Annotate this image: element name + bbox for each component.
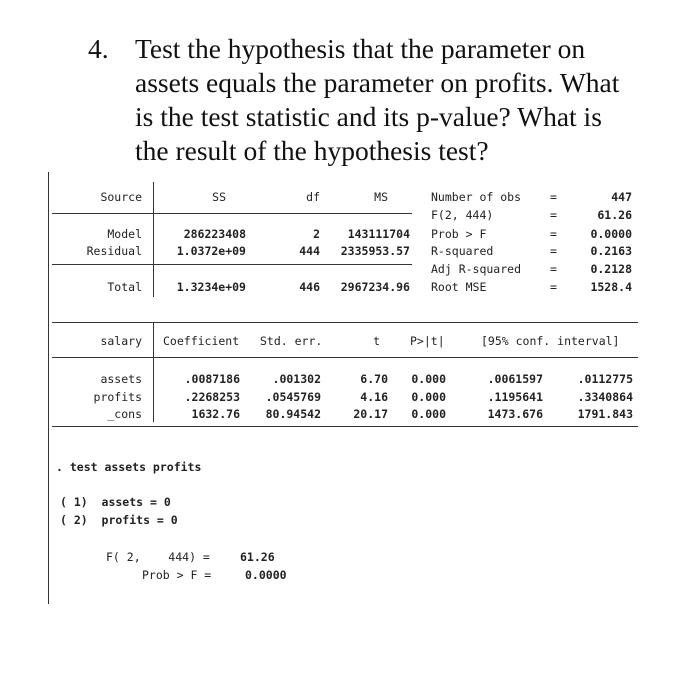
fit-stat-label: Adj R-squared [431, 262, 522, 276]
question-number: 4. [88, 33, 109, 64]
coef-vertical-rule [153, 322, 154, 422]
fit-stat-eq: = [550, 280, 557, 294]
fit-stat-value: 61.26 [597, 208, 632, 222]
fit-stat-label: Prob > F [431, 227, 487, 241]
coef-row-ci-high: .0112775 [577, 372, 633, 386]
coef-header-p: P>|t| [410, 334, 445, 348]
fit-stat-label: Number of obs [431, 190, 522, 204]
coef-row-ci-low: 1473.676 [487, 407, 543, 421]
coef-row-coef: .2268253 [184, 390, 240, 404]
coef-row-p: 0.000 [411, 407, 446, 421]
fit-stat-value: 447 [611, 190, 632, 204]
test-command: . test assets profits [56, 460, 202, 474]
coef-header-se: Std. err. [260, 334, 323, 348]
coef-row-var: _cons [107, 407, 142, 421]
test-p-label: Prob > F = [142, 568, 212, 582]
coef-row-t: 20.17 [353, 407, 388, 421]
coef-row-t: 4.16 [360, 390, 388, 404]
anova-row-source: Residual [86, 244, 142, 258]
coef-row-coef: 1632.76 [191, 407, 240, 421]
coef-row-p: 0.000 [411, 372, 446, 386]
question-line: is the test statistic and its p-value? What is [135, 101, 602, 132]
coef-row-ci-high: .3340864 [577, 390, 633, 404]
anova-row-ss: 1.0372e+09 [176, 244, 246, 258]
anova-row-ms: 2967234.96 [340, 280, 410, 294]
coef-header-rule [52, 357, 638, 358]
question-line: assets equals the parameter on profits. What [135, 67, 620, 98]
anova-total-rule [52, 264, 412, 265]
coef-row-p: 0.000 [411, 390, 446, 404]
output-left-border [48, 172, 49, 604]
anova-row-ss: 1.3234e+09 [176, 280, 246, 294]
coef-row-var: profits [93, 390, 142, 404]
coef-header-coef: Coefficient [163, 334, 240, 348]
fit-stat-eq: = [550, 190, 557, 204]
coef-row-t: 6.70 [360, 372, 388, 386]
coef-header-t: t [373, 334, 380, 348]
anova-row-df: 446 [299, 280, 320, 294]
anova-header-df: df [306, 190, 320, 204]
coef-bottom-rule [52, 426, 638, 427]
question-text [135, 32, 675, 168]
coef-row-ci-high: 1791.843 [577, 407, 633, 421]
anova-row-source: Total [107, 280, 142, 294]
anova-header-ms: MS [374, 190, 388, 204]
coef-row-se: 80.94542 [265, 407, 321, 421]
coef-row-ci-low: .0061597 [487, 372, 543, 386]
test-f-value: 61.26 [240, 550, 275, 564]
coef-row-se: .0545769 [265, 390, 321, 404]
anova-vertical-rule [153, 182, 154, 297]
coef-row-var: assets [100, 372, 142, 386]
fit-stat-value: 0.2128 [590, 262, 632, 276]
fit-stat-label: Root MSE [431, 280, 487, 294]
fit-stat-eq: = [550, 208, 557, 222]
fit-stat-value: 1528.4 [590, 280, 632, 294]
fit-stat-value: 0.2163 [590, 244, 632, 258]
coef-row-coef: .0087186 [184, 372, 240, 386]
anova-row-ss: 286223408 [183, 227, 246, 241]
test-f-label: F( 2, 444) = [106, 550, 210, 564]
anova-header-ss: SS [212, 190, 226, 204]
anova-row-df: 444 [299, 244, 320, 258]
fit-stat-value: 0.0000 [590, 227, 632, 241]
anova-row-ms: 2335953.57 [340, 244, 410, 258]
anova-header-source: Source [100, 190, 142, 204]
test-constraint: ( 1) assets = 0 [60, 495, 171, 509]
fit-stat-eq: = [550, 244, 557, 258]
test-constraint: ( 2) profits = 0 [60, 513, 178, 527]
question-line: Test the hypothesis that the parameter on [135, 33, 586, 64]
anova-row-source: Model [107, 227, 142, 241]
fit-stat-eq: = [550, 227, 557, 241]
test-p-value: 0.0000 [245, 568, 287, 582]
fit-stat-label: R-squared [431, 244, 494, 258]
coef-row-se: .001302 [272, 372, 321, 386]
question-line: the result of the hypothesis test? [135, 135, 489, 166]
anova-header-rule [52, 213, 412, 214]
coef-row-ci-low: .1195641 [487, 390, 543, 404]
anova-row-ms: 143111704 [347, 227, 410, 241]
coef-header-var: salary [100, 334, 142, 348]
fit-stat-eq: = [550, 262, 557, 276]
fit-stat-label: F(2, 444) [431, 208, 494, 222]
anova-row-df: 2 [313, 227, 320, 241]
coef-header-ci: [95% conf. interval] [481, 334, 620, 348]
coef-top-rule [52, 322, 638, 323]
